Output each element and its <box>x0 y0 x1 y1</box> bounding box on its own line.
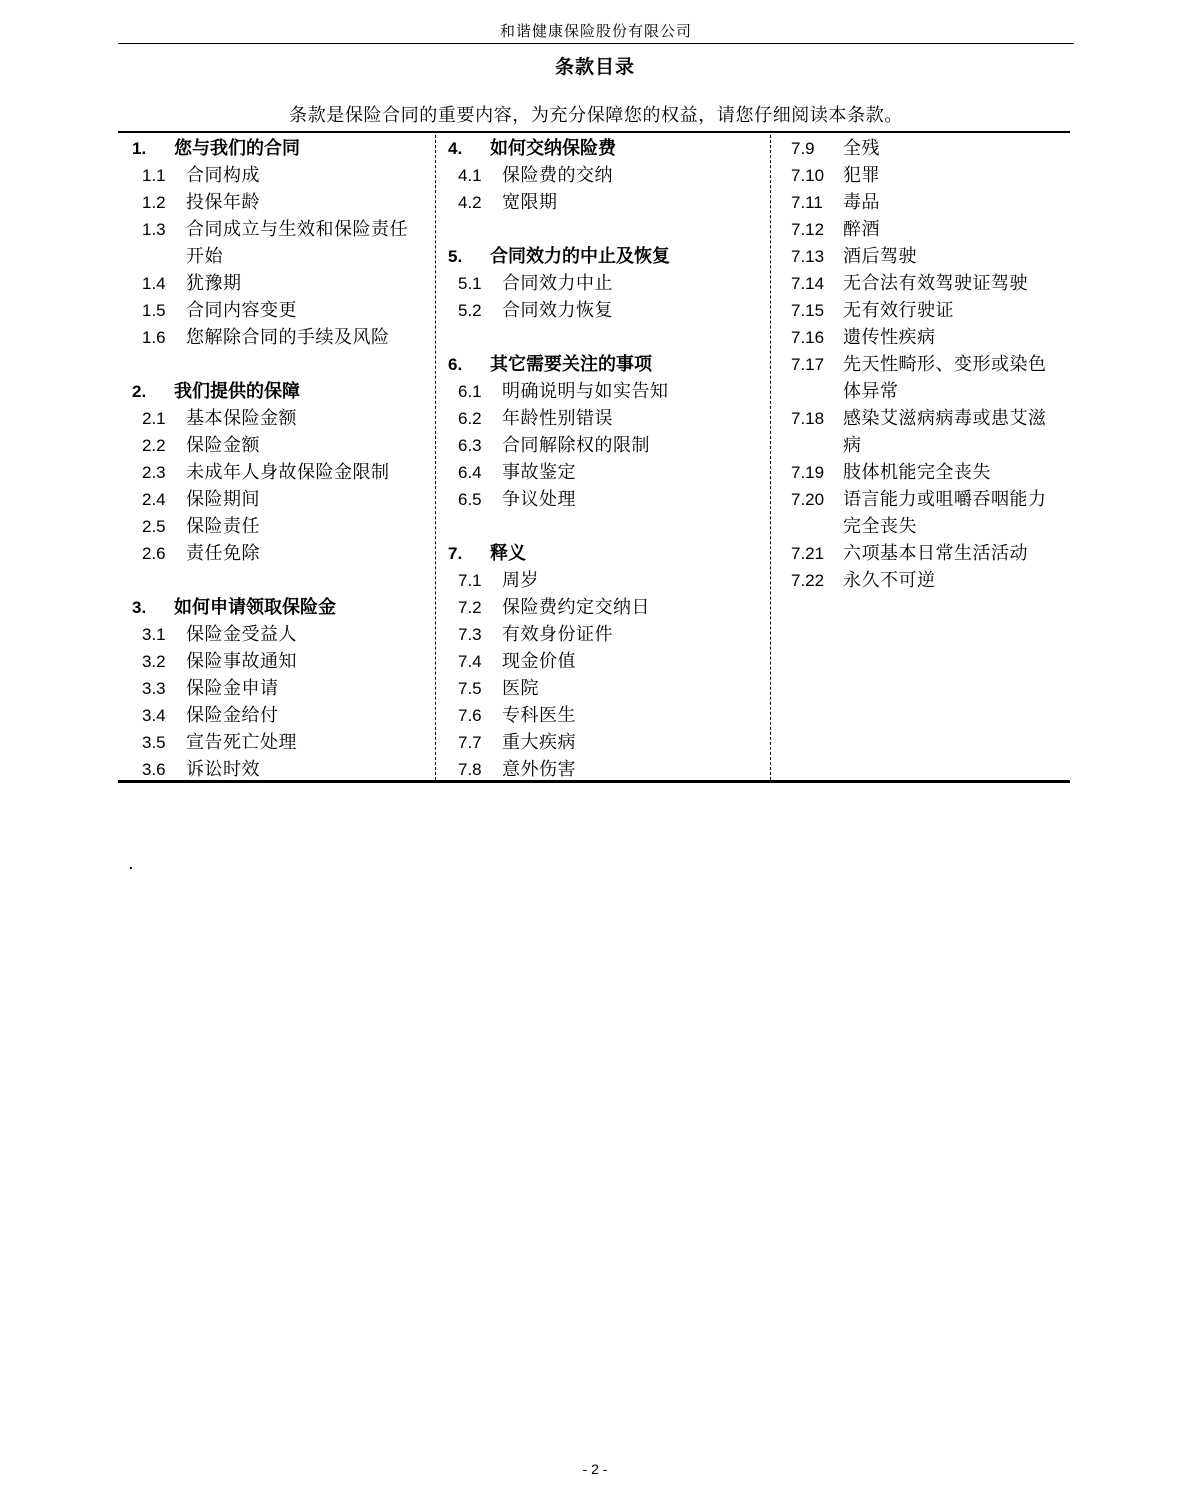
toc-spacer <box>118 567 435 594</box>
toc-item-number: 7.4 <box>458 652 482 671</box>
toc-item <box>436 459 770 486</box>
toc-item-number: 5.2 <box>458 301 482 320</box>
toc-column-2 <box>435 135 770 780</box>
toc-item-title: 责任免除 <box>186 543 260 564</box>
toc-item-title: 事故鉴定 <box>502 462 576 483</box>
toc-item <box>436 378 770 405</box>
toc-item-number: 7.16 <box>791 328 825 347</box>
toc-item-title: 保险费的交纳 <box>502 165 613 186</box>
toc-item <box>771 351 1070 405</box>
toc-item-number: 2.1 <box>142 409 166 428</box>
toc-spacer <box>118 351 435 378</box>
toc-item-number: 4.2 <box>458 193 482 212</box>
toc-spacer <box>436 216 770 243</box>
toc-item-title: 宽限期 <box>502 192 558 213</box>
toc-spacer <box>436 324 770 351</box>
toc-item-title: 合同内容变更 <box>186 300 297 321</box>
toc-item-title: 保险金给付 <box>186 705 279 726</box>
toc-column-1 <box>118 135 435 780</box>
toc-item-number: 7.12 <box>791 220 825 239</box>
toc-section-title: 其它需要关注的事项 <box>490 354 652 375</box>
toc-item-number: 7.7 <box>458 733 482 752</box>
toc-section-heading <box>118 135 435 162</box>
toc-item-number: 7.13 <box>791 247 825 266</box>
toc-item <box>771 243 1070 270</box>
toc-item-number: 7.9 <box>791 139 815 158</box>
toc-item-title: 现金价值 <box>502 651 576 672</box>
toc-item <box>436 756 770 783</box>
toc-item-title: 肢体机能完全丧失 <box>843 462 991 483</box>
toc-section-heading <box>118 594 435 621</box>
toc-item <box>436 432 770 459</box>
toc-item-number: 4.1 <box>458 166 482 185</box>
toc-section-number: 5. <box>448 247 463 266</box>
toc-item-number: 3.1 <box>142 625 166 644</box>
toc-item-number: 7.5 <box>458 679 482 698</box>
toc-item-title: 意外伤害 <box>502 759 576 780</box>
toc-item-number: 3.4 <box>142 706 166 725</box>
toc-item-title: 明确说明与如实告知 <box>502 381 669 402</box>
toc-item <box>118 540 435 567</box>
toc-item-number: 7.6 <box>458 706 482 725</box>
toc-item-number: 3.2 <box>142 652 166 671</box>
toc-section-title: 释义 <box>490 543 526 564</box>
toc-item-title: 六项基本日常生活活动 <box>843 543 1028 564</box>
toc-section-heading <box>436 135 770 162</box>
toc-section-heading <box>118 378 435 405</box>
toc-item-title: 全残 <box>843 138 880 159</box>
toc-item-title: 犯罪 <box>843 165 880 186</box>
toc-item-number: 6.2 <box>458 409 482 428</box>
toc-section-number: 6. <box>448 355 463 374</box>
toc-item-title: 合同成立与生效和保险责任开始 <box>186 219 408 267</box>
toc-item-title: 重大疾病 <box>502 732 576 753</box>
toc-item-number: 7.22 <box>791 571 825 590</box>
toc-item-number: 1.4 <box>142 274 166 293</box>
toc-item-title: 保险期间 <box>186 489 260 510</box>
toc-item-title: 保险责任 <box>186 516 260 537</box>
toc-item <box>118 459 435 486</box>
toc-spacer <box>436 513 770 540</box>
toc-item-title: 毒品 <box>843 192 880 213</box>
toc-item <box>118 162 435 189</box>
toc-item <box>118 432 435 459</box>
toc-item-number: 7.1 <box>458 571 482 590</box>
toc-item-number: 2.6 <box>142 544 166 563</box>
toc-item-title: 保险金额 <box>186 435 260 456</box>
toc-item <box>436 405 770 432</box>
toc-item <box>436 594 770 621</box>
toc-item-number: 3.5 <box>142 733 166 752</box>
toc-item-number: 6.4 <box>458 463 482 482</box>
toc-item-number: 3.6 <box>142 760 166 779</box>
toc-item-title: 酒后驾驶 <box>843 246 917 267</box>
toc-item-title: 宣告死亡处理 <box>186 732 297 753</box>
toc-item <box>118 486 435 513</box>
toc-item <box>436 648 770 675</box>
toc-item-title: 合同构成 <box>186 165 260 186</box>
toc-section-number: 3. <box>132 598 147 617</box>
toc-section-number: 2. <box>132 382 147 401</box>
toc-item-title: 保险金申请 <box>186 678 279 699</box>
toc-item <box>118 513 435 540</box>
toc-item-title: 医院 <box>502 678 539 699</box>
toc-item <box>118 648 435 675</box>
toc-item <box>118 756 435 783</box>
toc-section-title: 我们提供的保障 <box>174 381 300 402</box>
toc-item <box>118 189 435 216</box>
toc-item-title: 感染艾滋病病毒或患艾滋病 <box>843 408 1047 456</box>
toc-item-number: 1.1 <box>142 166 166 185</box>
toc-item-title: 诉讼时效 <box>186 759 260 780</box>
toc-item <box>118 405 435 432</box>
toc-item <box>771 459 1070 486</box>
toc-item-title: 您解除合同的手续及风险 <box>186 327 390 348</box>
toc-section-number: 1. <box>132 139 147 158</box>
toc-section-title: 合同效力的中止及恢复 <box>490 246 670 267</box>
toc-item-number: 7.10 <box>791 166 825 185</box>
toc-item-number: 7.15 <box>791 301 825 320</box>
toc-section-number: 4. <box>448 139 463 158</box>
toc-item <box>118 216 435 270</box>
toc-section-title: 如何交纳保险费 <box>490 138 616 159</box>
toc-item-number: 2.5 <box>142 517 166 536</box>
toc-item-title: 未成年人身故保险金限制 <box>186 462 390 483</box>
toc-item-title: 周岁 <box>502 570 539 591</box>
toc-item-title: 投保年龄 <box>186 192 260 213</box>
toc-item-number: 7.18 <box>791 409 825 428</box>
toc-item-title: 合同解除权的限制 <box>502 435 650 456</box>
toc-item-title: 合同效力恢复 <box>502 300 613 321</box>
toc-section-heading <box>436 351 770 378</box>
toc-item <box>771 135 1070 162</box>
toc-intro: 条款是保险合同的重要内容，为充分保障您的权益，请您仔细阅读本条款。 <box>289 105 903 126</box>
toc-item-number: 7.20 <box>791 490 825 509</box>
toc-item-number: 2.2 <box>142 436 166 455</box>
toc-item <box>771 270 1070 297</box>
toc-item-number: 3.3 <box>142 679 166 698</box>
toc-item-title: 合同效力中止 <box>502 273 613 294</box>
toc-item-title: 先天性畸形、变形或染色体异常 <box>843 354 1047 402</box>
toc-column-3 <box>770 135 1070 780</box>
toc-item-number: 6.1 <box>458 382 482 401</box>
toc-item-number: 7.8 <box>458 760 482 779</box>
toc-item-number: 7.11 <box>791 193 823 212</box>
toc-item <box>771 486 1070 540</box>
toc-section-title: 如何申请领取保险金 <box>174 597 336 618</box>
toc-item <box>771 540 1070 567</box>
toc-item-number: 6.3 <box>458 436 482 455</box>
toc-item <box>771 324 1070 351</box>
toc-item <box>771 405 1070 459</box>
toc-item <box>771 162 1070 189</box>
toc-item-number: 5.1 <box>458 274 482 293</box>
toc-item <box>118 324 435 351</box>
toc-item-title: 犹豫期 <box>186 273 242 294</box>
header-divider <box>118 43 1074 44</box>
toc-item <box>771 189 1070 216</box>
page-number: - 2 - <box>582 1461 608 1477</box>
toc-item <box>771 567 1070 594</box>
toc-section-title: 您与我们的合同 <box>174 138 300 159</box>
toc-item-number: 7.3 <box>458 625 482 644</box>
toc-item <box>436 675 770 702</box>
toc-item <box>436 567 770 594</box>
toc-item-title: 基本保险金额 <box>186 408 297 429</box>
toc-item <box>436 729 770 756</box>
toc-item-number: 7.2 <box>458 598 482 617</box>
toc-item <box>436 702 770 729</box>
toc-item-title: 无有效行驶证 <box>843 300 954 321</box>
toc-item <box>118 621 435 648</box>
toc-item-title: 专科医生 <box>502 705 576 726</box>
toc-item <box>118 297 435 324</box>
toc-item-title: 年龄性别错误 <box>502 408 613 429</box>
toc-item <box>436 297 770 324</box>
toc-table <box>118 131 1070 783</box>
toc-item-title: 保险金受益人 <box>186 624 297 645</box>
toc-item-title: 语言能力或咀嚼吞咽能力完全丧失 <box>843 489 1047 537</box>
toc-item <box>771 216 1070 243</box>
toc-item <box>771 297 1070 324</box>
stray-dot: . <box>128 853 134 874</box>
toc-item <box>436 486 770 513</box>
toc-item <box>436 189 770 216</box>
toc-item-number: 2.4 <box>142 490 166 509</box>
toc-item <box>118 675 435 702</box>
toc-item-number: 1.6 <box>142 328 166 347</box>
toc-item-title: 保险事故通知 <box>186 651 297 672</box>
toc-item <box>436 270 770 297</box>
toc-item-number: 1.5 <box>142 301 166 320</box>
toc-item-number: 7.14 <box>791 274 825 293</box>
toc-section-heading <box>436 540 770 567</box>
toc-item-number: 7.17 <box>791 355 825 374</box>
toc-item-number: 6.5 <box>458 490 482 509</box>
toc-item <box>118 270 435 297</box>
toc-item-title: 无合法有效驾驶证驾驶 <box>843 273 1028 294</box>
toc-item-number: 1.3 <box>142 220 166 239</box>
toc-item-title: 有效身份证件 <box>502 624 613 645</box>
toc-item-title: 永久不可逆 <box>843 570 936 591</box>
toc-item <box>436 621 770 648</box>
toc-item-title: 醉酒 <box>843 219 880 240</box>
toc-item <box>118 729 435 756</box>
toc-item <box>436 162 770 189</box>
toc-item-title: 保险费约定交纳日 <box>502 597 650 618</box>
toc-item-number: 7.21 <box>791 544 825 563</box>
toc-item-number: 7.19 <box>791 463 825 482</box>
toc-item-number: 1.2 <box>142 193 166 212</box>
toc-section-heading <box>436 243 770 270</box>
toc-title: 条款目录 <box>554 56 635 78</box>
toc-item-title: 遗传性疾病 <box>843 327 936 348</box>
header-company-name: 和谐健康保险股份有限公司 <box>499 22 692 40</box>
toc-item-number: 2.3 <box>142 463 166 482</box>
toc-item-title: 争议处理 <box>502 489 576 510</box>
toc-item <box>118 702 435 729</box>
toc-section-number: 7. <box>448 544 463 563</box>
